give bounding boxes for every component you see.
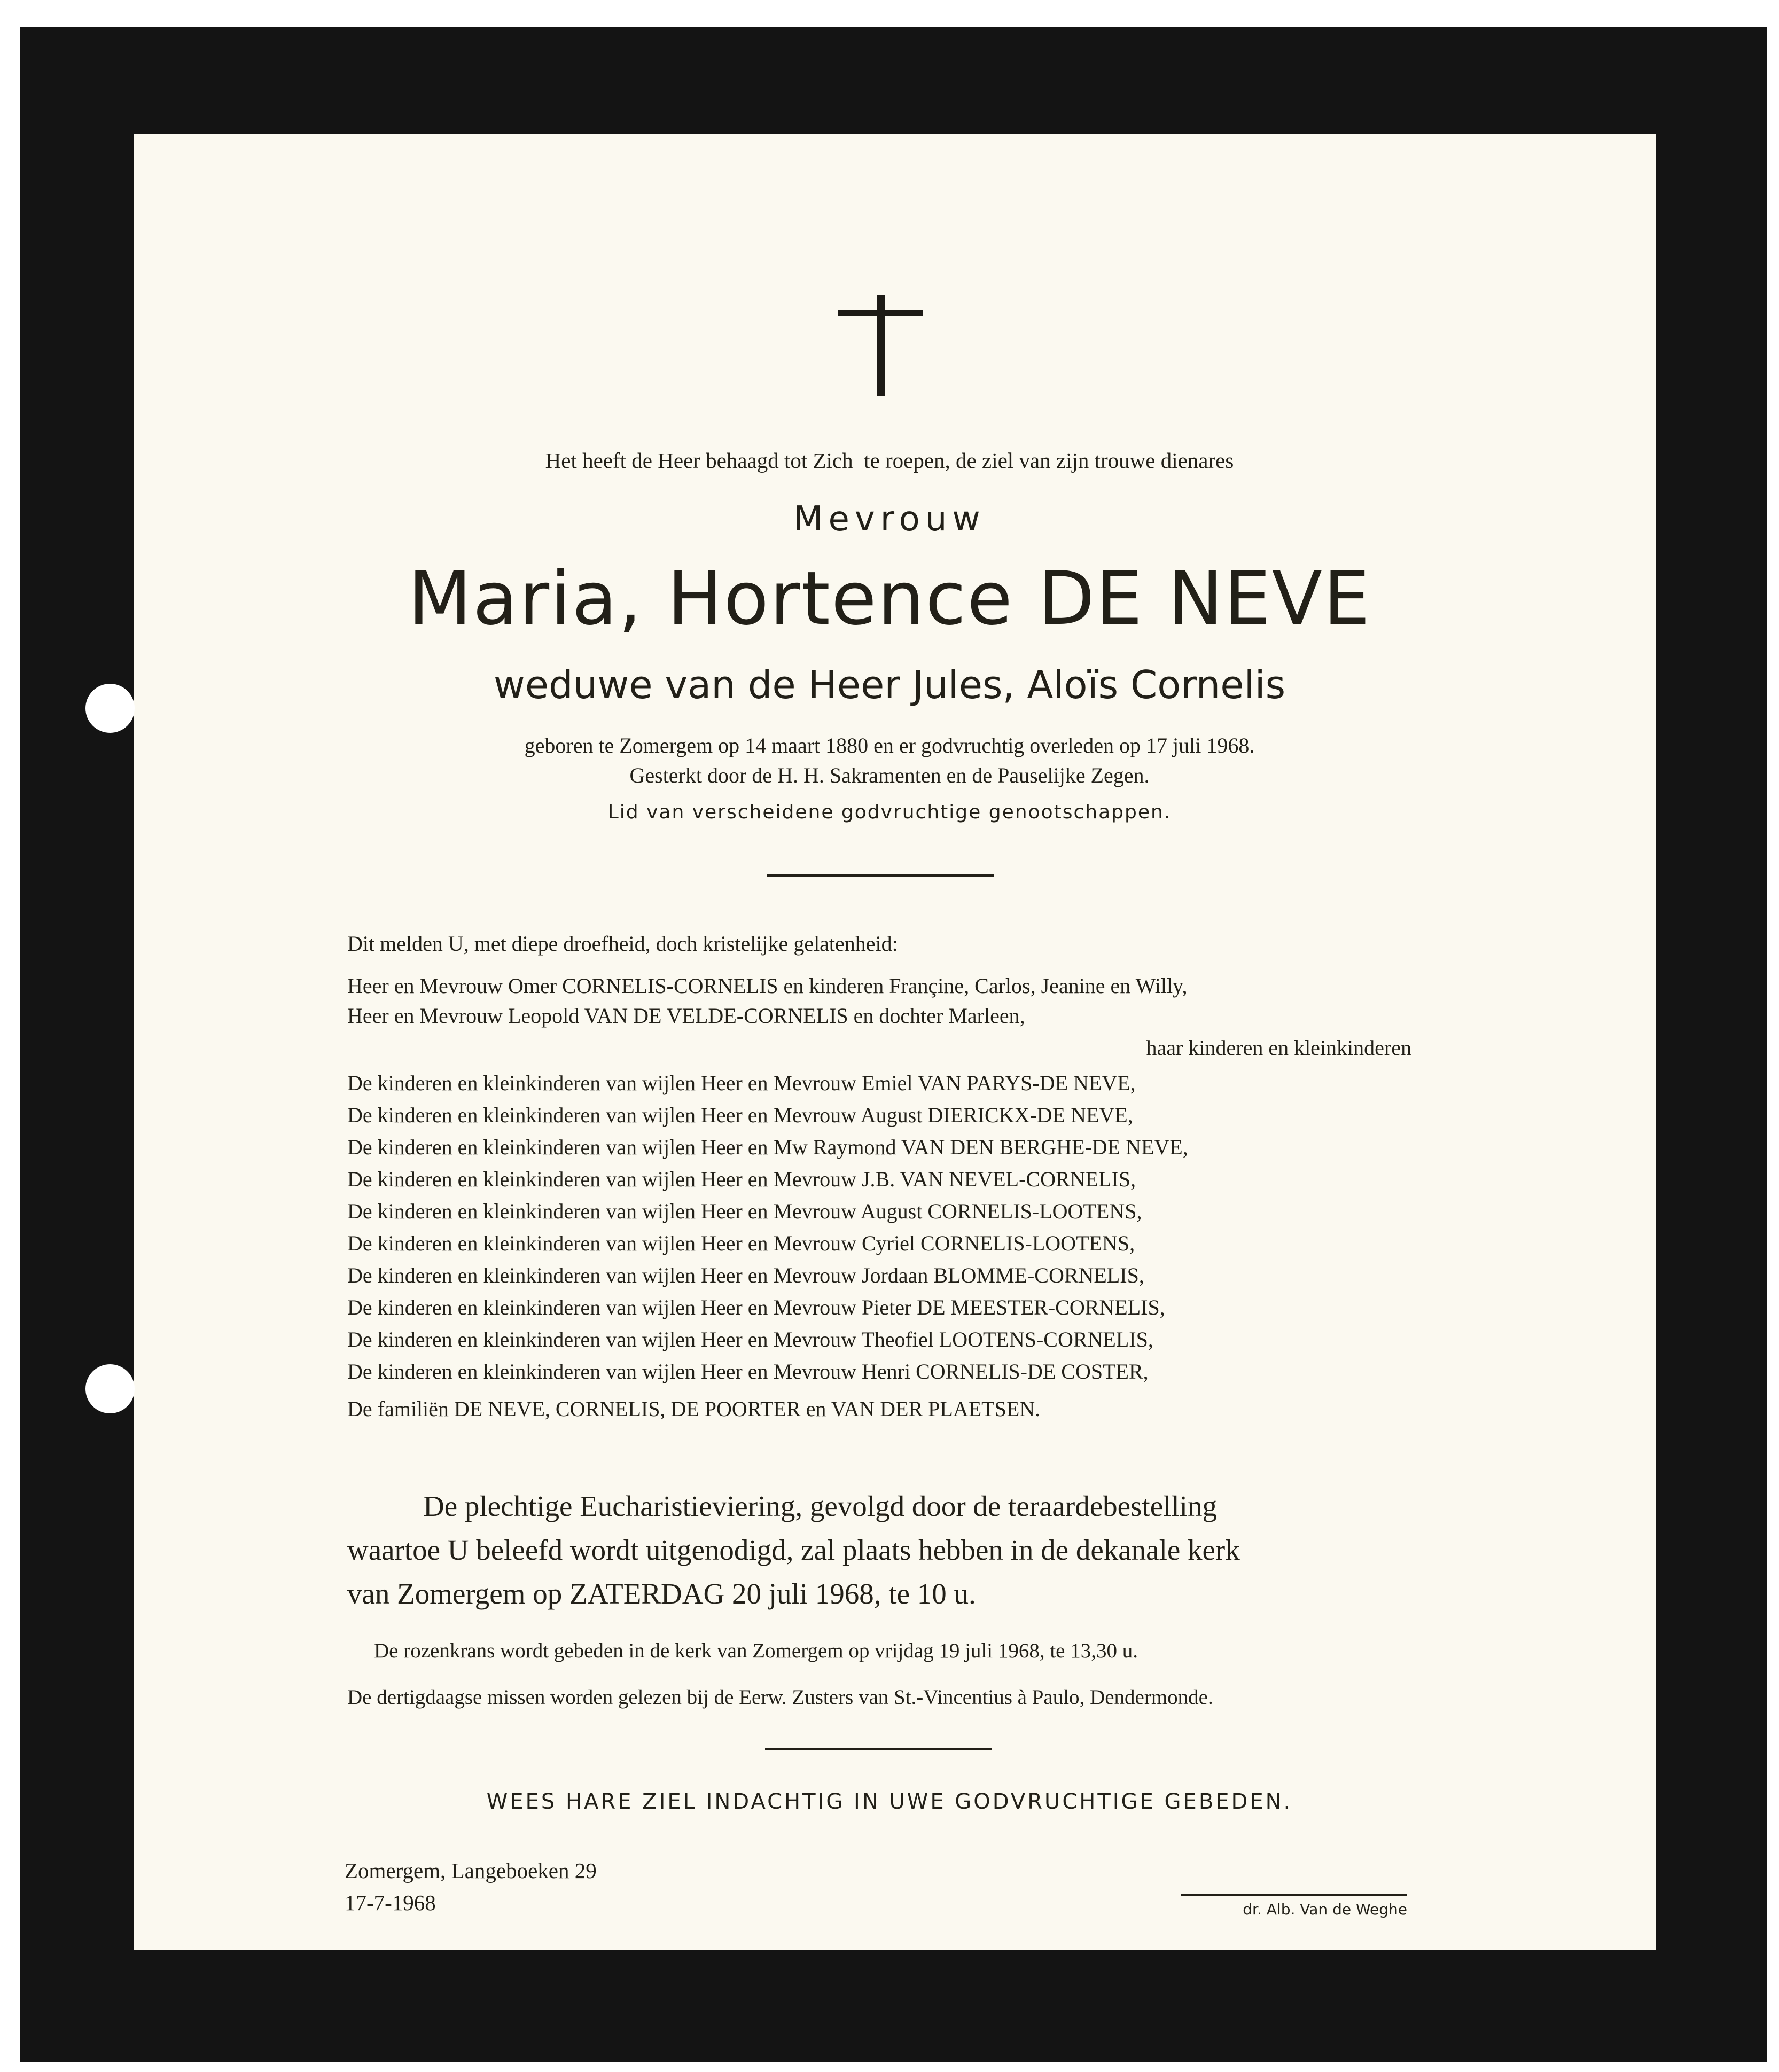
ceremony-line: van Zomergem op ZATERDAG 20 juli 1968, te 10 u. [347, 1577, 976, 1610]
ceremony-line: De plechtige Eucharistieviering, gevolgd door de teraardebestelling [423, 1490, 1217, 1522]
rosary-line: De rozenkrans wordt gebeden in de kerk van Zomergem op vrijdag 19 juli 1968, te 13,30 u. [374, 1639, 1138, 1662]
printer-rule [1181, 1894, 1407, 1896]
salutation: Mevrouw [793, 499, 986, 539]
printer-credit: dr. Alb. Van de Weghe [1243, 1901, 1407, 1918]
relative-line: De kinderen en kleinkinderen van wijlen Heer en Mevrouw Pieter DE MEESTER-CORNELIS, [347, 1295, 1165, 1319]
announcement-intro: Dit melden U, met diepe droefheid, doch kristelijke gelatenheid: [347, 932, 898, 956]
relative-line: De kinderen en kleinkinderen van wijlen Heer en Mevrouw Theofiel LOOTENS-CORNELIS, [347, 1327, 1153, 1351]
cross-icon [838, 295, 923, 396]
notice-date: 17-7-1968 [345, 1890, 436, 1915]
relative-line: De kinderen en kleinkinderen van wijlen Heer en Mevrouw Emiel VAN PARYS-DE NEVE, [347, 1071, 1136, 1095]
relative-line: De kinderen en kleinkinderen van wijlen Heer en Mevrouw Henri CORNELIS-DE COSTER, [347, 1359, 1149, 1383]
closing-prayer: WEES HARE ZIEL INDACHTIG IN UWE GODVRUCHTIGE GEBEDEN. [486, 1789, 1293, 1814]
relative-line: De kinderen en kleinkinderen van wijlen Heer en Mevrouw Jordaan BLOMME-CORNELIS, [347, 1263, 1144, 1287]
relative-line: De kinderen en kleinkinderen van wijlen Heer en Mevrouw Cyriel CORNELIS-LOOTENS, [347, 1231, 1135, 1255]
masses-line: De dertigdaagse missen worden gelezen bij de Eerw. Zusters van St.-Vincentius à Paulo, Dendermonde. [347, 1686, 1213, 1709]
death-notice-card [134, 134, 1656, 1950]
sacraments-line: Gesterkt door de H. H. Sakramenten en de Pauselijke Zegen. [629, 763, 1150, 787]
punch-hole-bottom [85, 1364, 135, 1413]
divider-bottom [765, 1748, 992, 1750]
membership-line: Lid van verscheidene godvruchtige genootschappen. [607, 801, 1172, 823]
children-caption: haar kinderen en kleinkinderen [1146, 1036, 1411, 1060]
families-line: De familiën DE NEVE, CORNELIS, DE POORTER en VAN DER PLAETSEN. [347, 1397, 1041, 1421]
ceremony-line: waartoe U beleefd wordt uitgenodigd, zal plaats hebben in de dekanale kerk [347, 1534, 1240, 1566]
deceased-name: Maria, Hortence DE NEVE [408, 556, 1371, 642]
address: Zomergem, Langeboeken 29 [345, 1858, 597, 1883]
birth-death-line: geboren te Zomergem op 14 maart 1880 en er godvruchtig overleden op 17 juli 1968. [524, 733, 1255, 757]
children-line: Heer en Mevrouw Leopold VAN DE VELDE-CORNELIS en dochter Marleen, [347, 1004, 1025, 1028]
divider-top [767, 874, 994, 877]
relative-line: De kinderen en kleinkinderen van wijlen Heer en Mevrouw August CORNELIS-LOOTENS, [347, 1199, 1142, 1223]
relative-line: De kinderen en kleinkinderen van wijlen Heer en Mevrouw J.B. VAN NEVEL-CORNELIS, [347, 1167, 1136, 1191]
relative-line: De kinderen en kleinkinderen van wijlen Heer en Mevrouw August DIERICKX-DE NEVE, [347, 1103, 1133, 1127]
children-line: Heer en Mevrouw Omer CORNELIS-CORNELIS en kinderen Françine, Carlos, Jeanine en Willy, [347, 974, 1188, 998]
relative-line: De kinderen en kleinkinderen van wijlen Heer en Mw Raymond VAN DEN BERGHE-DE NEVE, [347, 1135, 1188, 1159]
widow-of: weduwe van de Heer Jules, Aloïs Cornelis [493, 662, 1286, 707]
intro-text: Het heeft de Heer behaagd tot Zich te roepen, de ziel van zijn trouwe dienares [545, 448, 1234, 473]
